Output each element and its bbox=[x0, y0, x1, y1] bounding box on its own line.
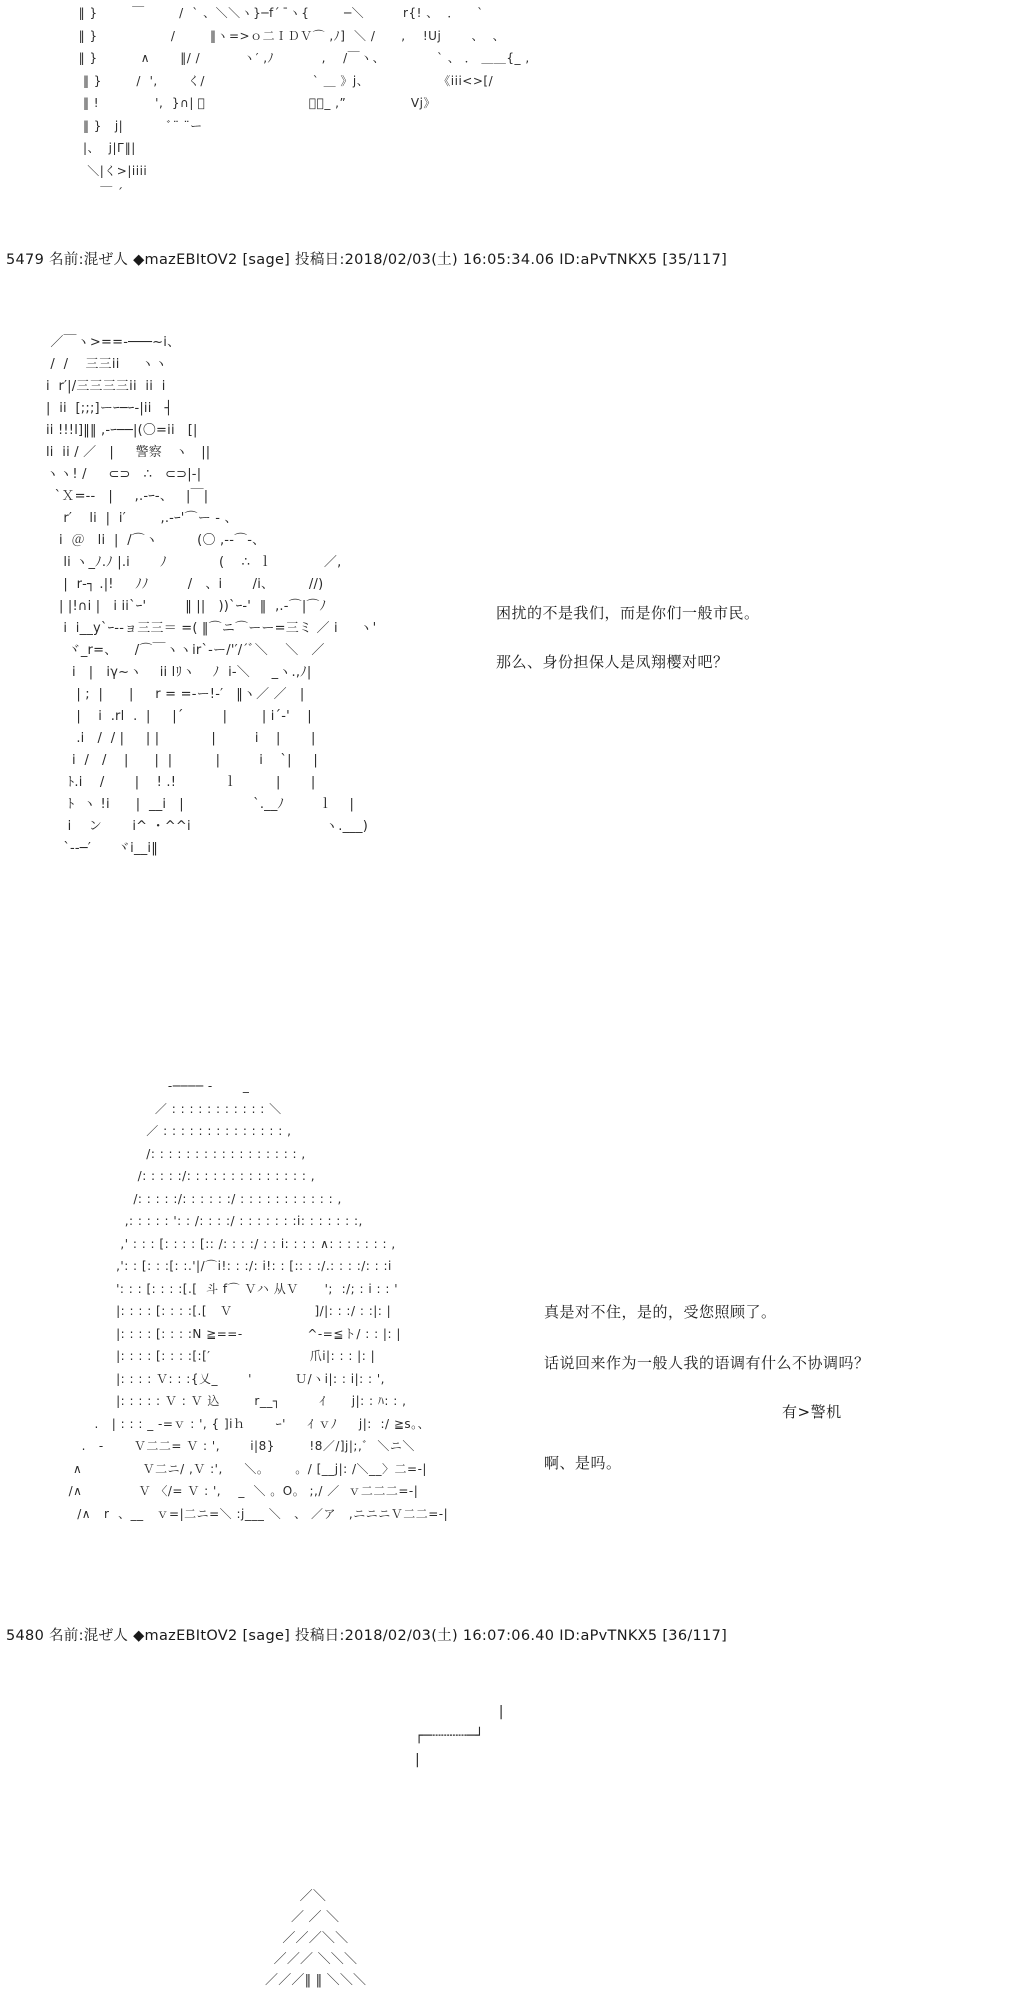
ascii-art-top-fragment: ‖ } ￣ / ` 、＼＼ヽ}─f´ ̄ヽ{ ─＼ r{! 、 ． ` ‖ } / ‖ヽ=>ｏ二ＩＤＶ⌒ ,ﾉ] ＼ / , !Uj 、 、 ‖ } ∧ ‖/ / ヽ′ ,ﾉ , /￣ヽ、 ` 、 ． ＿＿{_ , ‖ } / ', く/ ` ＿ 》j、 《iii<>[/ ‖ ! ', }∩| ﾞ 《＿_ ,” Vj》 ‖ } j| ﾞ¨ ¨ー |、 j|Г‖| ＼|く>|iiii ￣ ´ bbox=[78, 6, 530, 200]
ascii-art-police-officer: ／￣ヽ>==‐───~i、 / / 三三ii ヽヽ i r′|/三三三三ii ii i | ii [;;;]ーｰ─ｰ‐|ii ┤ ii !!!l]‖‖ ,-ｰ──|(〇=ii [| li ii / ／ | 警察 ヽ || ヽヽ! / ⊂⊃ ∴ ⊂⊃|-| `Ｘ=‐- | ,.-ｰ-、 |￣| r′ li | i′ ,.-ｰ'⌒ー ‐ 、 i ＠ li | /⌒ヽ (〇 ,-‐⌒-、 li ヽ_ﾉ.ﾉ |.i ﾉ ( ∴ ｌ ／, | r‐┐ .|! ﾉﾉ / 、i /i、 //) | |!∩i | i ii`ｰ' ‖ || ))`ｰ‐' ‖ ,.-⌒|⌒ﾉ i i__y`ｰ--ョ三三＝ =( ‖⌒ニ⌒ーー=三ミ ／ i ヽ' ヾ_r=、 /⌒￣ヽヽir`‐ー/'′/´ﾞ＼ ＼ ／ i | iγ~ヽ ii lﾘヽ ﾉ i-＼ _ヽ.,ﾉ| | ; | | r = =‐ー!-′ ‖ヽ／ ／ | | i .rl . | |´ | | i´-' | .i / / | | | | i | | i / / | | | | i `| | ﾄ.i / | ! .! ｌ | | ﾄ ヽ !i | __i | `.__ﾉ ｌ | i ン i^ ・^^i ヽ.___) `‐‐─′ ヾi__i‖ bbox=[46, 335, 377, 856]
post-header-5480: 5480 名前:混ぜ人 ◆mazEBItOV2 [sage] 投稿日:2018/02/03(土) 16:07:06.40 ID:aPvTNKX5 [36/117] bbox=[6, 1628, 728, 1644]
dialogue-line-police-3: 有>警机 bbox=[782, 1403, 842, 1421]
dialogue-line-figure-3: 啊、是吗。 bbox=[544, 1454, 622, 1472]
post-header-5479: 5479 名前:混ぜ人 ◆mazEBItOV2 [sage] 投稿日:2018/02/03(土) 16:05:34.06 ID:aPvTNKX5 [35/117] bbox=[6, 252, 728, 268]
dialogue-line-police-1: 困扰的不是我们，而是你们一般市民。 bbox=[496, 604, 760, 622]
dialogue-line-figure-2: 话说回来作为一般人我的语调有什么不协调吗？ bbox=[544, 1354, 870, 1372]
ascii-art-roof-fragment: ／＼ ／ ／ ＼ ／／／＼＼ ／／／ ＼＼＼ ／／／‖ ‖ ＼＼＼ bbox=[264, 1889, 367, 1988]
ascii-art-speech-mark: | ┌─┄┄┄┄─┘ | bbox=[415, 1704, 504, 1768]
dialogue-line-police-2: 那么、身份担保人是凤翔樱对吧？ bbox=[496, 653, 729, 671]
dialogue-line-figure-1: 真是对不住，是的，受您照顾了。 bbox=[544, 1303, 777, 1321]
ascii-art-hooded-figure: -──── - _ ／ : : : : : : : : : : : ＼ ／ : : : : : : : : : : : : : : , /: : : : : : : : : : : : : : : : : , /: : : : :/: : : : : : : : : : : : : : , /: : : : :/: : : : : :/ : : : : : : : : : : : , ,: : : : : ': : /: : : :/ : : : : : : :i: : : : : : :, ,' : : : [: : : : [:: /: : : :/ : : i: : : : ∧: : : : : : : , ,': : [: : :[: :.'|/⌒i!: : :/: i!: : [:: : :/.: : : :/: : :i ': : : [: : : :[.[ 斗 f⌒ Ｖハ 从Ｖ '; :/; : i : : ' |: : : : [: : : :[.[ Ｖ ]/|: : :/ : :|: | |: : : : [: : : :N ≧==‐ ^‐=≦ト/ : : |: | |: : : : [: : : :[:[′ 爪i|: : : |: | |: : : : Ｖ: : :{乂_ ' Ｕ/ヽi|: : i|: : ', |: : : : : Ｖ : Ｖ 込 r__┐ ｲ j|: : ﾊ: : , . | : : : _ ‐=ｖ : ', { ]iｈ ｰ' ｲ ｖﾉ j|: :/ ≧s。、 . - Ｖ二二= Ｖ : ', i|8} !8／/]j|;,ﾞ ＼ニ＼ ∧ Ｖ二ニ/ ,Ｖ :', ＼。 。/ [__j|: /＼__〉二=-| /∧ Ｖ 〈/= Ｖ : ', _ ＼ 。O。 ;,/ ／ ｖ二二二=-| /∧ r 、__ ｖ=|二ニ=＼ :j___ ＼ 、 ／ア ,ニニニＶ二二=-| bbox=[68, 1079, 449, 1521]
